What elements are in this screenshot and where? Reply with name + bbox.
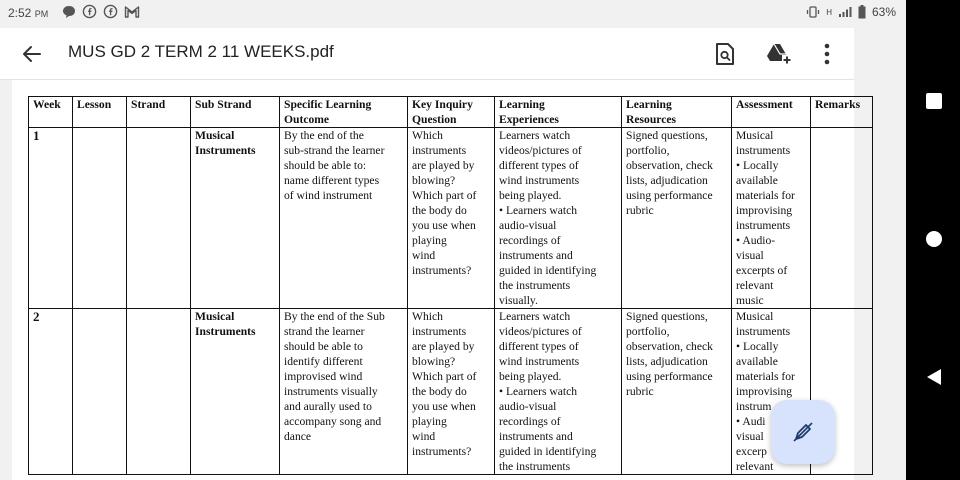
cell-line: instruments?: [412, 264, 472, 277]
cell-line: Musical: [736, 129, 774, 142]
cell-line: rubric: [626, 204, 654, 217]
status-bar: [0, 0, 906, 28]
cell-line: • Audi: [736, 415, 766, 428]
cell-line: instruments visually: [284, 385, 378, 398]
lesson-cell: [73, 309, 127, 475]
gmail-icon: [124, 5, 140, 19]
cell-line: sub-strand the learner: [284, 144, 385, 157]
arrow-left-icon: [20, 42, 44, 66]
cell-line: dance: [284, 430, 312, 443]
column-header: [73, 97, 127, 128]
cell-line: relevant: [736, 460, 774, 473]
cell-line: guided in identifying: [499, 264, 597, 277]
cell-line: Resources: [626, 113, 677, 126]
back-nav-button[interactable]: [923, 366, 945, 388]
cell-line: different types of: [499, 159, 579, 172]
cell-line: guided in identifying: [499, 445, 597, 458]
cell-line: materials for: [736, 189, 795, 202]
cell-line: you use when: [412, 400, 476, 413]
recents-button[interactable]: [923, 90, 945, 112]
table-row: [29, 128, 873, 309]
more-vert-icon: [824, 43, 830, 65]
cell-line: observation, check: [626, 340, 713, 353]
cell-line: recordings of: [499, 415, 561, 428]
cell-line: instruments?: [412, 445, 472, 458]
cell-line: Learners watch: [499, 310, 571, 323]
resources-cell: [622, 128, 732, 309]
annotate-pen-icon: [791, 420, 815, 444]
cell-line: blowing?: [412, 355, 456, 368]
cell-line: wind: [412, 430, 436, 443]
signal-icon: [838, 6, 852, 18]
cell-line: Instruments: [195, 144, 256, 157]
cell-line: name different types: [284, 174, 380, 187]
cell-line: lists, adjudication: [626, 174, 708, 187]
document-title: MUS GD 2 TERM 2 11 WEEKS.pdf: [68, 42, 334, 61]
outcome-cell: [280, 309, 408, 475]
cell-line: wind instruments: [499, 355, 580, 368]
annotate-button[interactable]: [771, 400, 835, 464]
system-status: [806, 5, 896, 19]
triangle-left-icon: [923, 366, 945, 388]
cell-line: Learning: [626, 98, 672, 111]
cell-line: instruments: [412, 325, 467, 338]
cell-line: Week: [33, 98, 61, 111]
scheme-of-work-table: [28, 96, 873, 475]
cell-line: relevant: [736, 279, 774, 292]
cell-line: instrum: [736, 400, 772, 413]
cell-line: Instruments: [195, 325, 256, 338]
cell-line: visual: [736, 430, 764, 443]
cell-line: instruments: [412, 144, 467, 157]
cell-line: of wind instrument: [284, 189, 373, 202]
sub-strand-cell: [191, 309, 280, 475]
remarks-cell: [811, 128, 873, 309]
cell-line: Key Inquiry: [412, 98, 473, 111]
cell-line: different types of: [499, 340, 579, 353]
cell-line: accompany song and: [284, 415, 382, 428]
cell-line: available: [736, 174, 778, 187]
cell-line: rubric: [626, 385, 654, 398]
cell-line: Signed questions,: [626, 310, 708, 323]
cell-line: the body do: [412, 385, 467, 398]
cell-line: improvising: [736, 204, 793, 217]
table-header-row: [29, 97, 873, 128]
cell-line: Specific Learning: [284, 98, 372, 111]
more-options-button[interactable]: [813, 40, 841, 68]
cell-line: observation, check: [626, 159, 713, 172]
cell-line: instruments and: [499, 249, 573, 262]
cell-line: wind: [412, 249, 436, 262]
cell-line: audio-visual: [499, 400, 557, 413]
cell-line: and aurally used to: [284, 400, 372, 413]
square-icon: [923, 90, 945, 112]
week-cell: 2: [29, 309, 73, 475]
table-row: [29, 309, 873, 475]
cell-line: Experiences: [499, 113, 559, 126]
cell-line: should be able to:: [284, 159, 367, 172]
column-header: [811, 97, 873, 128]
cell-line: strand the learner: [284, 325, 365, 338]
cell-line: blowing?: [412, 174, 456, 187]
cell-line: using performance: [626, 189, 713, 202]
facebook-icon: [103, 4, 118, 19]
cell-line: visually.: [499, 294, 538, 307]
chat-bubble-icon: [62, 5, 76, 19]
cell-line: Signed questions,: [626, 129, 708, 142]
column-header: [732, 97, 811, 128]
column-header: [408, 97, 495, 128]
cell-line: • Locally: [736, 340, 779, 353]
cell-line: visual: [736, 249, 764, 262]
battery-icon: [858, 5, 866, 19]
column-header: [29, 97, 73, 128]
search-document-icon: [714, 42, 736, 66]
cell-line: Remarks: [815, 98, 861, 111]
clock: 2:52 PM: [8, 6, 49, 20]
cell-line: wind instruments: [499, 174, 580, 187]
cell-line: Musical: [736, 310, 774, 323]
cell-line: Sub Strand: [195, 98, 252, 111]
cell-line: recordings of: [499, 234, 561, 247]
cell-line: Strand: [131, 98, 166, 111]
outcome-cell: [280, 128, 408, 309]
cell-line: Which part of: [412, 370, 477, 383]
lesson-cell: [73, 128, 127, 309]
cell-line: Learning: [499, 98, 545, 111]
strand-cell: [127, 128, 191, 309]
search-button[interactable]: [711, 40, 739, 68]
cell-line: are played by: [412, 340, 475, 353]
cell-line: music: [736, 294, 764, 307]
cell-line: portfolio,: [626, 325, 670, 338]
add-to-drive-button[interactable]: [765, 40, 793, 68]
cell-line: Musical: [195, 310, 235, 323]
sub-strand-cell: [191, 128, 280, 309]
cell-line: the body do: [412, 204, 467, 217]
cell-line: playing: [412, 234, 447, 247]
cell-line: Outcome: [284, 113, 330, 126]
cell-line: Musical: [195, 129, 235, 142]
cell-line: audio-visual: [499, 219, 557, 232]
column-header: [127, 97, 191, 128]
column-header: [280, 97, 408, 128]
cell-line: being played.: [499, 189, 562, 202]
add-to-drive-icon: [766, 42, 792, 66]
cell-line: By the end of the: [284, 129, 364, 142]
week-cell: 1: [29, 128, 73, 309]
battery-percent: 63%: [871, 5, 896, 19]
circle-icon: [923, 228, 945, 250]
cell-line: instruments: [736, 144, 791, 157]
experiences-cell: [495, 309, 622, 475]
assessment-cell: [732, 128, 811, 309]
facebook-icon: [82, 4, 97, 19]
app-bar: [0, 28, 854, 80]
notification-icons: [62, 4, 140, 19]
cell-line: being played.: [499, 370, 562, 383]
cell-line: Assessment: [736, 98, 793, 111]
home-button[interactable]: [923, 228, 945, 250]
cell-line: By the end of the Sub: [284, 310, 385, 323]
cell-line: Which: [412, 310, 443, 323]
cell-line: • Learners watch: [499, 204, 578, 217]
vibrate-icon: [806, 6, 820, 18]
cell-line: • Learners watch: [499, 385, 578, 398]
cell-line: available: [736, 355, 778, 368]
cell-line: are played by: [412, 159, 475, 172]
network-type: H: [826, 7, 832, 17]
resources-cell: [622, 309, 732, 475]
column-header: [495, 97, 622, 128]
cell-line: videos/pictures of: [499, 325, 582, 338]
column-header: [622, 97, 732, 128]
cell-line: Which part of: [412, 189, 477, 202]
cell-line: • Locally: [736, 159, 779, 172]
cell-line: improvised wind: [284, 370, 363, 383]
question-cell: [408, 128, 495, 309]
navigation-bar: [906, 0, 960, 480]
strand-cell: [127, 309, 191, 475]
question-cell: [408, 309, 495, 475]
cell-line: materials for: [736, 370, 795, 383]
cell-line: portfolio,: [626, 144, 670, 157]
cell-line: • Audio-: [736, 234, 776, 247]
cell-line: instruments: [736, 325, 791, 338]
cell-line: identify different: [284, 355, 363, 368]
cell-line: Lesson: [77, 98, 112, 111]
cell-line: lists, adjudication: [626, 355, 708, 368]
cell-line: excerp: [736, 445, 767, 458]
cell-line: improvising: [736, 385, 793, 398]
cell-line: instruments: [736, 219, 791, 232]
experiences-cell: [495, 128, 622, 309]
pdf-page[interactable]: [12, 80, 861, 480]
cell-line: Which: [412, 129, 443, 142]
cell-line: should be able to: [284, 340, 363, 353]
cell-line: instruments and: [499, 430, 573, 443]
cell-line: the instruments: [499, 460, 571, 473]
column-header: [191, 97, 280, 128]
cell-line: playing: [412, 415, 447, 428]
cell-line: Learners watch: [499, 129, 571, 142]
cell-line: Question: [412, 113, 457, 126]
cell-line: the instruments: [499, 279, 571, 292]
cell-line: you use when: [412, 219, 476, 232]
cell-line: using performance: [626, 370, 713, 383]
cell-line: excerpts of: [736, 264, 788, 277]
back-button[interactable]: [20, 42, 44, 66]
cell-line: videos/pictures of: [499, 144, 582, 157]
